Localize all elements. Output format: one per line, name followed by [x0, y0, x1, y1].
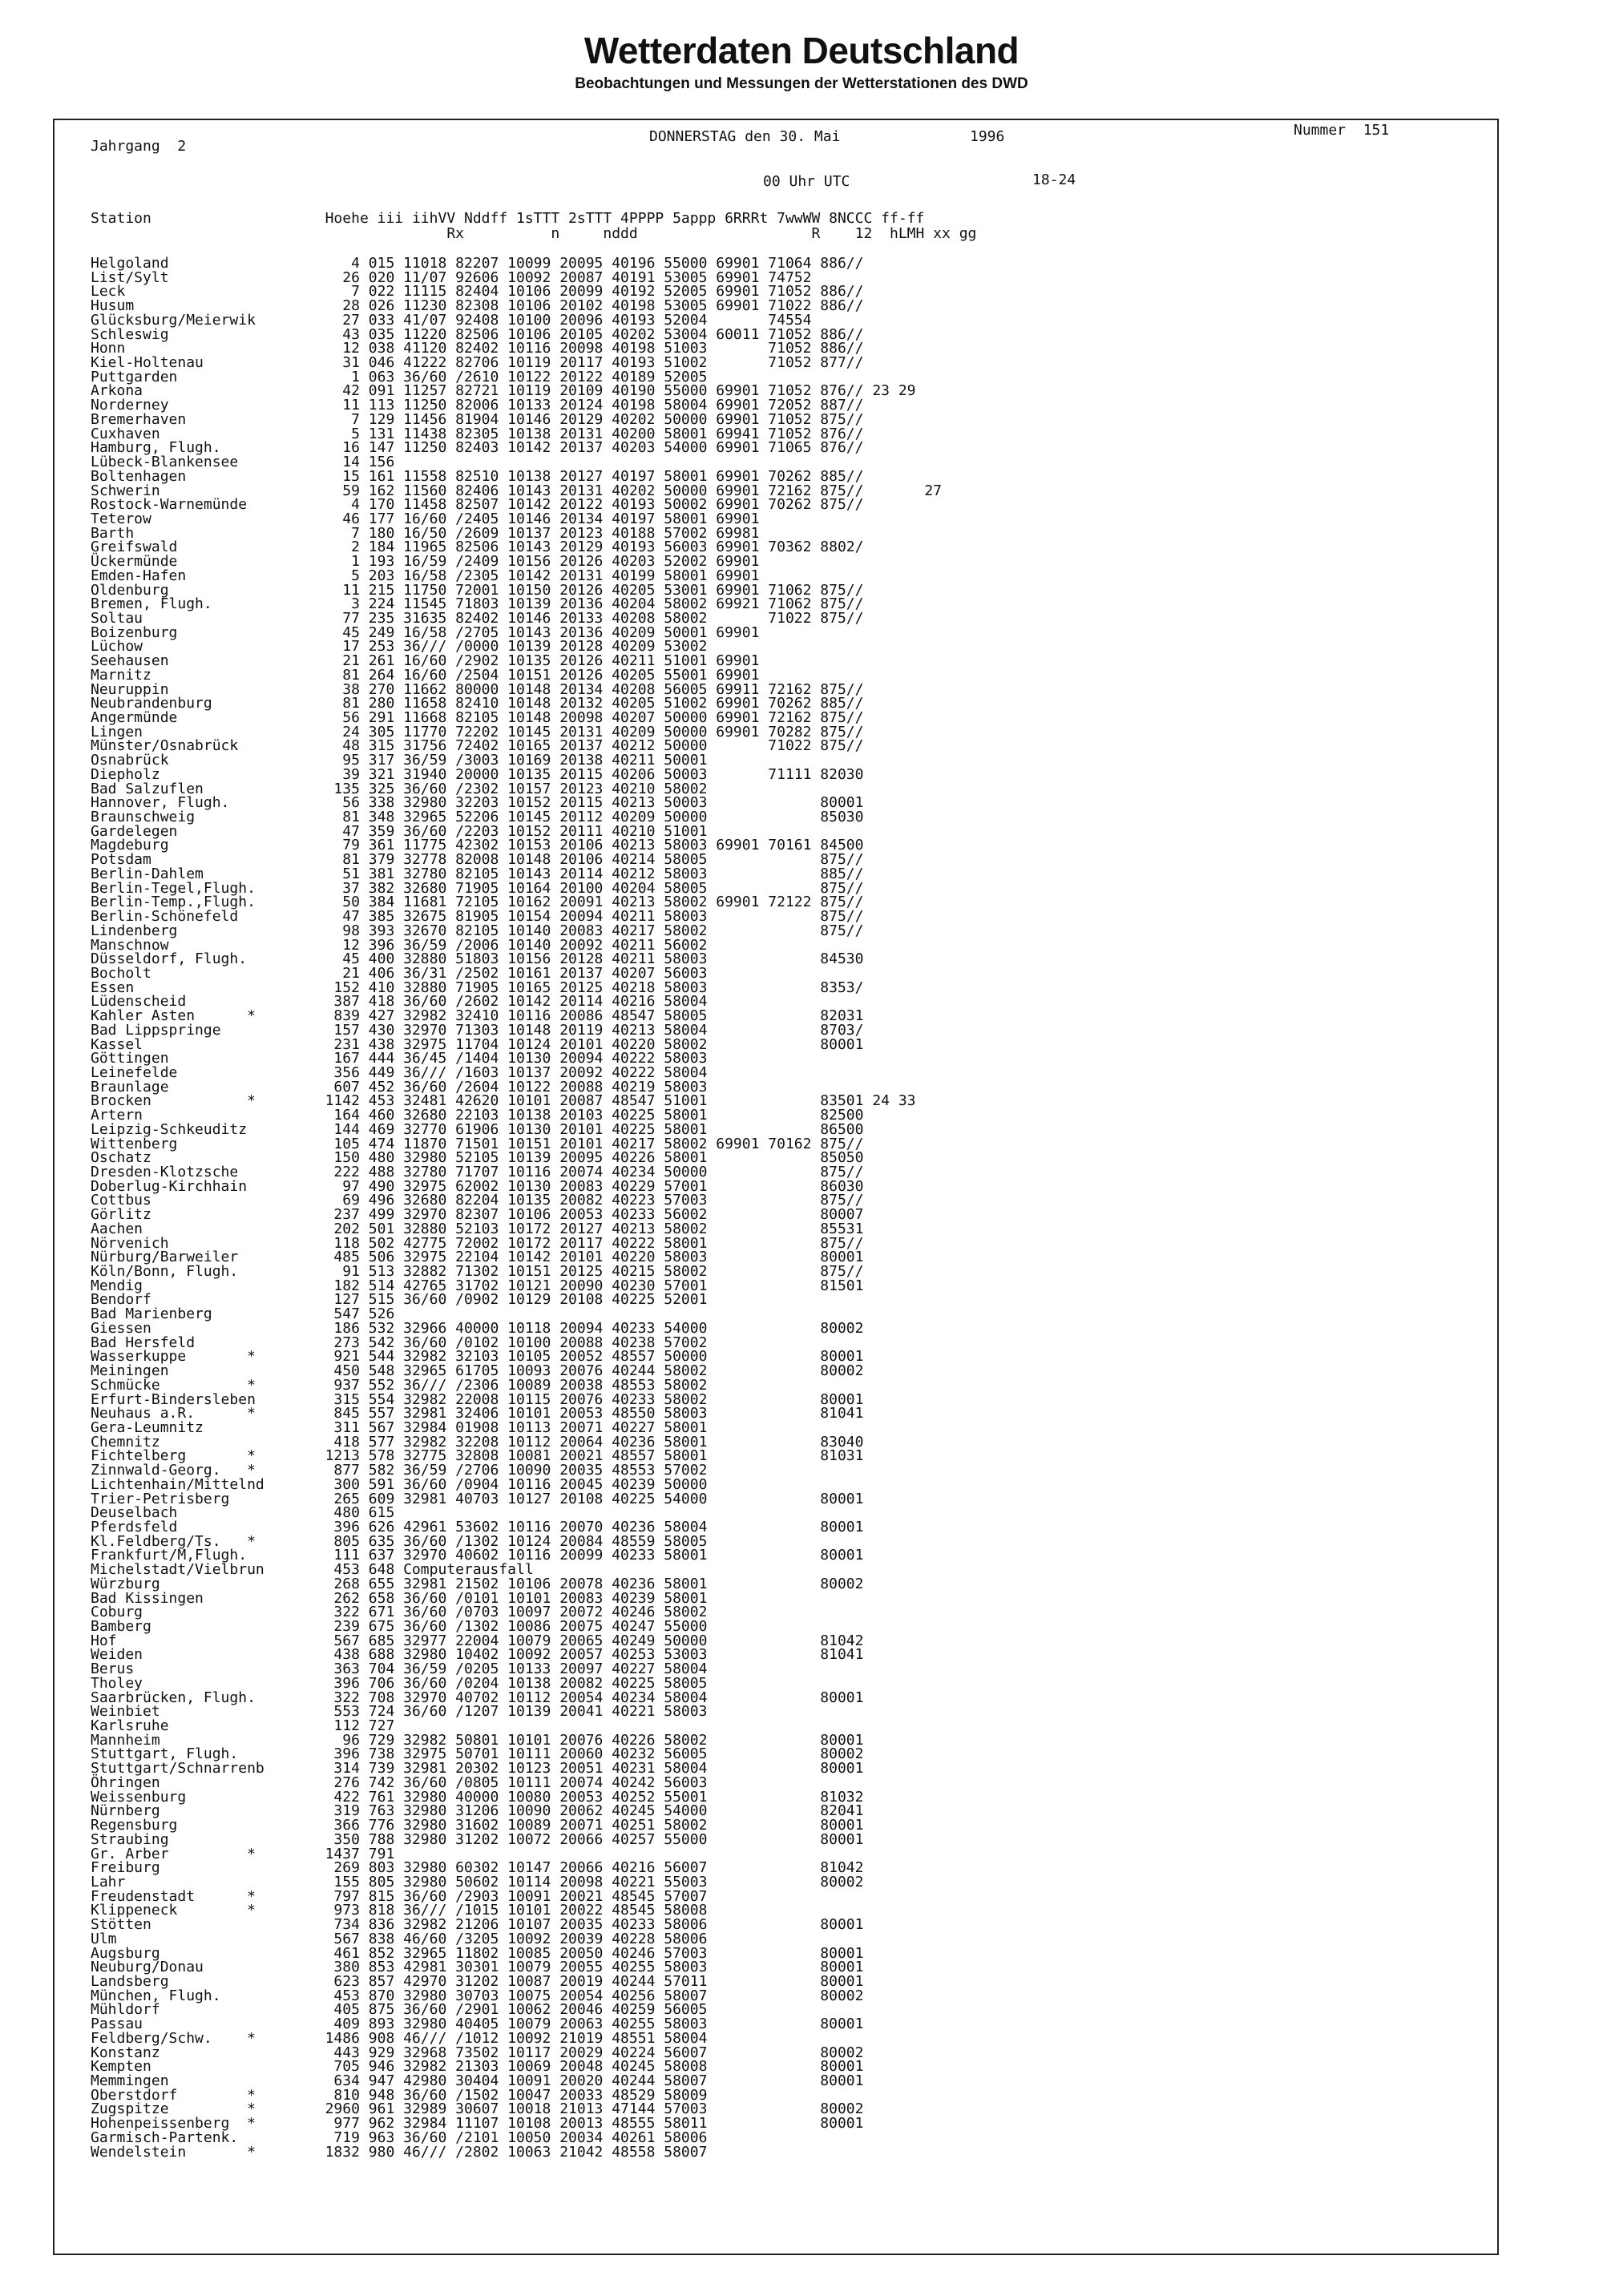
table-row: Glücksburg/Meierwik 27 033 41/07 92408 10100 20096 40193 52004 74554 — [91, 311, 812, 329]
table-row: Leinefelde 356 449 36/// /1603 10137 20092 40222 58004 — [91, 1063, 708, 1081]
table-row: Osnabrück 95 317 36/59 /3003 10169 20138 40211 50001 — [91, 752, 708, 769]
table-row: List/Sylt 26 020 11/07 92606 10092 20087 40191 53005 69901 74752 — [91, 268, 812, 286]
table-row: Honn 12 038 41120 82402 10116 20098 40198 51003 71052 886// — [91, 340, 864, 357]
table-row: Emden-Hafen 5 203 16/58 /2305 10142 20131 40199 58001 69901 — [91, 567, 760, 584]
table-row: Bremen, Flugh. 3 224 11545 71803 10139 20136 40204 58002 69921 71062 875// — [91, 595, 864, 613]
column-header-line-1: Station Hoehe iii iihVV Nddff 1sTTT 2sTTT 4PPPP 5appp 6RRRt 7wwWW 8NCCC ff-ff — [91, 210, 925, 227]
table-row: Diepholz 39 321 31940 20000 10135 20115 40206 50003 71111 82030 — [91, 765, 864, 783]
table-row: Wittenberg 105 474 11870 71501 10151 20101 40217 58002 69901 70162 875// — [91, 1135, 864, 1152]
table-row: Weissenburg 422 761 32980 40000 10080 20053 40252 55001 81032 — [91, 1788, 864, 1806]
table-row: Hof 567 685 32977 22004 10079 20065 40249 50000 81042 — [91, 1632, 864, 1649]
masthead-title: Wetterdaten Deutschland — [583, 30, 1020, 71]
table-row: Fichtelberg * 1213 578 32775 32808 10081 20021 48557 58001 81031 — [91, 1447, 864, 1465]
table-row: Konstanz 443 929 32968 73502 10117 20029 40224 56007 80002 — [91, 2044, 864, 2061]
table-row: Neuburg/Donau 380 853 42981 30301 10079 20055 40255 58003 80001 — [91, 1959, 864, 1976]
table-row: Memmingen 634 947 42980 30404 10091 20020 40244 58007 80001 — [91, 2072, 864, 2089]
table-row: Lingen 24 305 11770 72202 10145 20131 40209 50000 69901 70282 875// — [91, 723, 864, 740]
table-row: Meiningen 450 548 32965 61705 10093 20076 40244 58002 80002 — [91, 1362, 864, 1380]
table-row: Feldberg/Schw. * 1486 908 46/// /1012 10092 21019 48551 58004 — [91, 2029, 708, 2047]
table-row: Freiburg 269 803 32980 60302 10147 20066 40216 56007 81042 — [91, 1859, 864, 1877]
table-row: Marnitz 81 264 16/60 /2504 10151 20126 40205 55001 69901 — [91, 666, 760, 684]
table-row: Würzburg 268 655 32981 21502 10106 20078 40236 58001 80002 — [91, 1575, 864, 1592]
table-row: Greifswald 2 184 11965 82506 10143 20129 40193 56003 69901 70362 8802/ — [91, 539, 864, 556]
table-row: Görlitz 237 499 32970 82307 10106 20053 40233 56002 80007 — [91, 1206, 864, 1224]
table-row: Kassel 231 438 32975 11704 10124 20101 40220 58002 80001 — [91, 1035, 864, 1053]
table-row: Tholey 396 706 36/60 /0204 10138 20082 40225 58005 — [91, 1674, 708, 1692]
table-row: Potsdam 81 379 32778 82008 10148 20106 40214 58005 875// — [91, 851, 864, 869]
table-row: Frankfurt/M,Flugh. 111 637 32970 40602 10116 20099 40233 58001 80001 — [91, 1547, 864, 1564]
table-row: Aachen 202 501 32880 52103 10172 20127 40213 58002 85531 — [91, 1220, 864, 1237]
table-row: Pferdsfeld 396 626 42961 53602 10116 20070 40236 58004 80001 — [91, 1518, 864, 1535]
table-row: Magdeburg 79 361 11775 42302 10153 20106 40213 58003 69901 70161 84500 — [91, 837, 864, 854]
table-row: Lüdenscheid 387 418 36/60 /2602 10142 20114 40216 58004 — [91, 993, 708, 1011]
table-row: Angermünde 56 291 11668 82105 10148 20098 40207 50000 69901 72162 875// — [91, 709, 864, 726]
table-row: Berlin-Dahlem 51 381 32780 82105 10143 20114 40212 58003 885// — [91, 865, 864, 882]
table-row: Düsseldorf, Flugh. 45 400 32880 51803 10156 20128 40211 58003 84530 — [91, 950, 864, 968]
station-table — [91, 256, 942, 2159]
table-row: Neuhaus a.R. * 845 557 32981 32406 10101 20053 48550 58003 81041 — [91, 1405, 864, 1422]
table-row: Schmücke * 937 552 36/// /2306 10089 20038 48553 58002 — [91, 1376, 708, 1394]
table-row: Wasserkuppe * 921 544 32982 32103 10105 20052 48557 50000 80001 — [91, 1348, 864, 1366]
table-row: Weiden 438 688 32980 10402 10092 20057 40253 53003 81041 — [91, 1646, 864, 1664]
table-row: Essen 152 410 32880 71905 10165 20125 40218 58003 8353/ — [91, 979, 864, 996]
table-row: Norderney 11 113 11250 82006 10133 20124 40198 58004 69901 72052 887// — [91, 397, 864, 414]
table-row: Berlin-Tegel,Flugh. 37 382 32680 71905 10164 20100 40204 58005 875// — [91, 879, 864, 897]
table-row: Hohenpeissenberg * 977 962 32984 11107 10108 20013 48555 58011 80001 — [91, 2115, 864, 2133]
table-row: Stötten 734 836 32982 21206 10107 20035 40233 58006 80001 — [91, 1916, 864, 1934]
table-row: Ulm 567 838 46/60 /3205 10092 20039 40228 58006 — [91, 1930, 708, 1947]
table-row: Bad Lippspringe 157 430 32970 71303 10148 20119 40213 58004 8703/ — [91, 1021, 864, 1039]
table-row: Braunlage 607 452 36/60 /2604 10122 20088 40219 58003 — [91, 1078, 708, 1096]
table-row: Deuselbach 480 615 — [91, 1504, 395, 1522]
table-row: Gr. Arber * 1437 791 — [91, 1845, 395, 1862]
table-row: Zugspitze * 2960 961 32989 30607 10018 21013 47144 57003 80002 — [91, 2100, 864, 2118]
table-row: Bremerhaven 7 129 11456 81904 10146 20129 40202 50000 69901 71052 875// — [91, 410, 864, 428]
table-row: Rostock-Warnemünde 4 170 11458 82507 10142 20122 40193 50002 69901 70262 875// — [91, 496, 864, 514]
table-row: Doberlug-Kirchhain 97 490 32975 62002 10130 20083 40229 57001 86030 — [91, 1177, 864, 1195]
table-row: Göttingen 167 444 36/45 /1404 10130 20094 40222 58003 — [91, 1050, 708, 1067]
table-row: Nörvenich 118 502 42775 72002 10172 20117 40222 58001 875// — [91, 1234, 864, 1252]
masthead-subtitle: Beobachtungen und Messungen der Wetterstationen des DWD — [575, 75, 1028, 92]
table-row: Gera-Leumnitz 311 567 32984 01908 10113 20071 40227 58001 — [91, 1418, 708, 1436]
table-row: Schleswig 43 035 11220 82506 10106 20105 40202 53004 60011 71052 886// — [91, 325, 864, 343]
table-row: Kiel-Holtenau 31 046 41222 82706 10119 20117 40193 51002 71052 877// — [91, 354, 864, 372]
table-row: Bad Kissingen 262 658 36/60 /0101 10101 20083 40239 58001 — [91, 1589, 708, 1607]
table-row: Cuxhaven 5 131 11438 82305 10138 20131 40200 58001 69941 71052 876// — [91, 425, 864, 442]
table-row: Bad Marienberg 547 526 — [91, 1305, 395, 1323]
table-row: Lahr 155 805 32980 50602 10114 20098 40221 55003 80002 — [91, 1873, 864, 1890]
table-row: Arkona 42 091 11257 82721 10119 20109 40190 55000 69901 71052 876// 23 29 — [91, 382, 916, 400]
table-row: Dresden-Klotzsche 222 488 32780 71707 10116 20074 40234 50000 875// — [91, 1164, 864, 1180]
table-row: Schwerin 59 162 11560 82406 10143 20131 40202 50000 69901 72162 875// 27 — [91, 482, 943, 499]
table-row: Bamberg 239 675 36/60 /1302 10086 20075 40247 55000 — [91, 1618, 708, 1635]
table-row: Nürburg/Barweiler 485 506 32975 22104 10142 20101 40220 58003 80001 — [91, 1249, 864, 1266]
table-row: Gardelegen 47 359 36/60 /2203 10152 20111 40210 51001 — [91, 822, 708, 840]
table-row: Nürnberg 319 763 32980 31206 10090 20062 40245 54000 82041 — [91, 1802, 864, 1820]
table-row: Barth 7 180 16/50 /2609 10137 20123 40188 57002 69981 — [91, 524, 760, 542]
table-row: Berus 363 704 36/59 /0205 10133 20097 40227 58004 — [91, 1660, 708, 1678]
table-row: Ückermünde 1 193 16/59 /2409 10156 20126 40203 52002 69901 — [91, 553, 760, 571]
utc-time: 00 Uhr UTC — [763, 173, 850, 190]
table-row: Kempten 705 946 32982 21303 10069 20048 40245 58008 80001 — [91, 2058, 864, 2076]
table-row: Lübeck-Blankensee 14 156 — [91, 454, 395, 471]
table-row: Passau 409 893 32980 40405 10079 20063 40255 58003 80001 — [91, 2016, 864, 2033]
table-row: Wendelstein * 1832 980 46/// /2802 10063 21042 48558 58007 — [91, 2143, 708, 2161]
table-row: Bad Hersfeld 273 542 36/60 /0102 10100 20088 40238 57002 — [91, 1334, 708, 1351]
table-row: Landsberg 623 857 42970 31202 10087 20019 40244 57011 80001 — [91, 1972, 864, 1990]
table-row: Bocholt 21 406 36/31 /2502 10161 20137 40207 56003 — [91, 964, 708, 982]
table-row: Berlin-Temp.,Flugh. 50 384 11681 72105 10162 20091 40213 58002 69901 72122 875// — [91, 894, 864, 911]
table-row: Zinnwald-Georg. * 877 582 36/59 /2706 10090 20035 48553 57002 — [91, 1462, 708, 1479]
table-row: Mendig 182 514 42765 31702 10121 20090 40230 57001 81501 — [91, 1277, 864, 1294]
table-row: Garmisch-Partenk. 719 963 36/60 /2101 10050 20034 40261 58006 — [91, 2129, 708, 2146]
table-row: Trier-Petrisberg 265 609 32981 40703 10127 20108 40225 54000 80001 — [91, 1490, 864, 1507]
table-row: Helgoland 4 015 11018 82207 10099 20095 40196 55000 69901 71064 886// — [91, 255, 864, 272]
table-row: Mannheim 96 729 32982 50801 10101 20076 40226 58002 80001 — [91, 1731, 864, 1749]
table-row: München, Flugh. 453 870 32980 30703 10075 20054 40256 58007 80002 — [91, 1987, 864, 2004]
table-row: Neuruppin 38 270 11662 80000 10148 20134 40208 56005 69911 72162 875// — [91, 680, 864, 698]
table-row: Mühldorf 405 875 36/60 /2901 10062 20046 40259 56005 — [91, 2001, 708, 2019]
table-row: Leck 7 022 11115 82404 10106 20099 40192 52005 69901 71052 886// — [91, 283, 864, 301]
jahrgang-label: Jahrgang 2 — [91, 138, 187, 155]
table-row: Berlin-Schönefeld 47 385 32675 81905 10154 20094 40211 58003 875// — [91, 908, 864, 926]
table-row: Puttgarden 1 063 36/60 /2610 10122 20122 40189 52005 — [91, 368, 708, 385]
table-row: Soltau 77 235 31635 82402 10146 20133 40208 58002 71022 875// — [91, 609, 864, 627]
table-row: Brocken * 1142 453 32481 42620 10101 20087 48547 51001 83501 24 33 — [91, 1092, 916, 1110]
table-row: Artern 164 460 32680 22103 10138 20103 40225 58001 82500 — [91, 1107, 864, 1124]
table-row: Saarbrücken, Flugh. 322 708 32970 40702 10112 20054 40234 58004 80001 — [91, 1689, 864, 1706]
table-row: Hannover, Flugh. 56 338 32980 32203 10152 20115 40213 50003 80001 — [91, 794, 864, 812]
table-row: Oberstdorf * 810 948 36/60 /1502 10047 20033 48529 58009 — [91, 2086, 708, 2104]
table-row: Münster/Osnabrück 48 315 31756 72402 10165 20137 40212 50000 71022 875// — [91, 737, 864, 755]
column-header-line-2: Rx n nddd R 12 hLMH xx gg — [91, 225, 977, 242]
table-row: Cottbus 69 496 32680 82204 10135 20082 40223 57003 875// — [91, 1192, 864, 1209]
table-row: Oldenburg 11 215 11750 72001 10150 20126 40205 53001 69901 71062 875// — [91, 581, 864, 599]
table-row: Karlsruhe 112 727 — [91, 1717, 395, 1735]
table-row: Lindenberg 98 393 32670 82105 10140 20083 40217 58002 875// — [91, 922, 864, 939]
issue-date: DONNERSTAG den 30. Mai — [649, 128, 841, 145]
table-row: Bad Salzuflen 135 325 36/60 /2302 10157 20123 40210 58002 — [91, 780, 708, 797]
table-row: Braunschweig 81 348 32965 52206 10145 20112 40209 50000 85030 — [91, 809, 864, 826]
table-row: Freudenstadt * 797 815 36/60 /2903 10091 20021 48545 57007 — [91, 1887, 708, 1905]
table-row: Erfurt-Bindersleben 315 554 32982 22008 10115 20076 40233 58002 80001 — [91, 1390, 864, 1408]
table-row: Stuttgart, Flugh. 396 738 32975 50701 10111 20060 40232 56005 80002 — [91, 1745, 864, 1763]
table-row: Regensburg 366 776 32980 31602 10089 20071 40251 58002 80001 — [91, 1817, 864, 1834]
table-row: Giessen 186 532 32966 40000 10118 20094 40233 54000 80002 — [91, 1319, 864, 1337]
table-row: Seehausen 21 261 16/60 /2902 10135 20126 40211 51001 69901 — [91, 652, 760, 670]
period-label: 18-24 — [1032, 171, 1076, 188]
table-row: Leipzig-Schkeuditz 144 469 32770 61906 10130 20101 40225 58001 86500 — [91, 1120, 864, 1138]
table-row: Stuttgart/Schnarrenb 314 739 32981 20302 10123 20051 40231 58004 80001 — [91, 1760, 864, 1777]
table-row: Öhringen 276 742 36/60 /0805 10111 20074 40242 56003 — [91, 1773, 708, 1791]
table-row: Boizenburg 45 249 16/58 /2705 10143 20136 40209 50001 69901 — [91, 623, 760, 641]
table-row: Kl.Feldberg/Ts. * 805 635 36/60 /1302 10124 20084 48559 58005 — [91, 1532, 708, 1550]
table-row: Boltenhagen 15 161 11558 82510 10138 20127 40197 58001 69901 70262 885// — [91, 467, 864, 485]
table-row: Oschatz 150 480 32980 52105 10139 20095 40226 58001 85050 — [91, 1149, 864, 1167]
table-row: Weinbiet 553 724 36/60 /1207 10139 20041 40221 58003 — [91, 1703, 708, 1721]
table-row: Augsburg 461 852 32965 11802 10085 20050 40246 57003 80001 — [91, 1944, 864, 1962]
table-row: Lüchow 17 253 36/// /0000 10139 20128 40209 53002 — [91, 638, 708, 656]
issue-number: Nummer 151 — [1294, 122, 1390, 139]
table-row: Hamburg, Flugh. 16 147 11250 82403 10142 20137 40203 54000 69901 71065 876// — [91, 439, 864, 457]
table-row: Köln/Bonn, Flugh. 91 513 32882 71302 10151 20125 40215 58002 875// — [91, 1263, 864, 1281]
table-row: Chemnitz 418 577 32982 32208 10112 20064 40236 58001 83040 — [91, 1433, 864, 1451]
issue-year: 1996 — [970, 128, 1005, 145]
table-row: Neubrandenburg 81 280 11658 82410 10148 20132 40205 51002 69901 70262 885// — [91, 695, 864, 712]
table-row: Teterow 46 177 16/60 /2405 10146 20134 40197 58001 69901 — [91, 510, 760, 527]
table-row: Manschnow 12 396 36/59 /2006 10140 20092 40211 56002 — [91, 936, 708, 954]
table-row: Klippeneck * 973 818 36/// /1015 10101 20022 48545 58008 — [91, 1902, 708, 1919]
table-row: Bendorf 127 515 36/60 /0902 10129 20108 40225 52001 — [91, 1291, 708, 1309]
table-row: Straubing 350 788 32980 31202 10072 20066 40257 55000 80001 — [91, 1830, 864, 1848]
table-row: Michelstadt/Vielbrun 453 648 Computerausfall — [91, 1561, 534, 1579]
table-row: Lichtenhain/Mittelnd 300 591 36/60 /0904 10116 20045 40239 50000 — [91, 1475, 708, 1493]
table-row: Husum 28 026 11230 82308 10106 20102 40198 53005 69901 71022 886// — [91, 297, 864, 315]
table-row: Kahler Asten * 839 427 32982 32410 10116 20086 48547 58005 82031 — [91, 1007, 864, 1025]
table-row: Coburg 322 671 36/60 /0703 10097 20072 40246 58002 — [91, 1604, 708, 1621]
